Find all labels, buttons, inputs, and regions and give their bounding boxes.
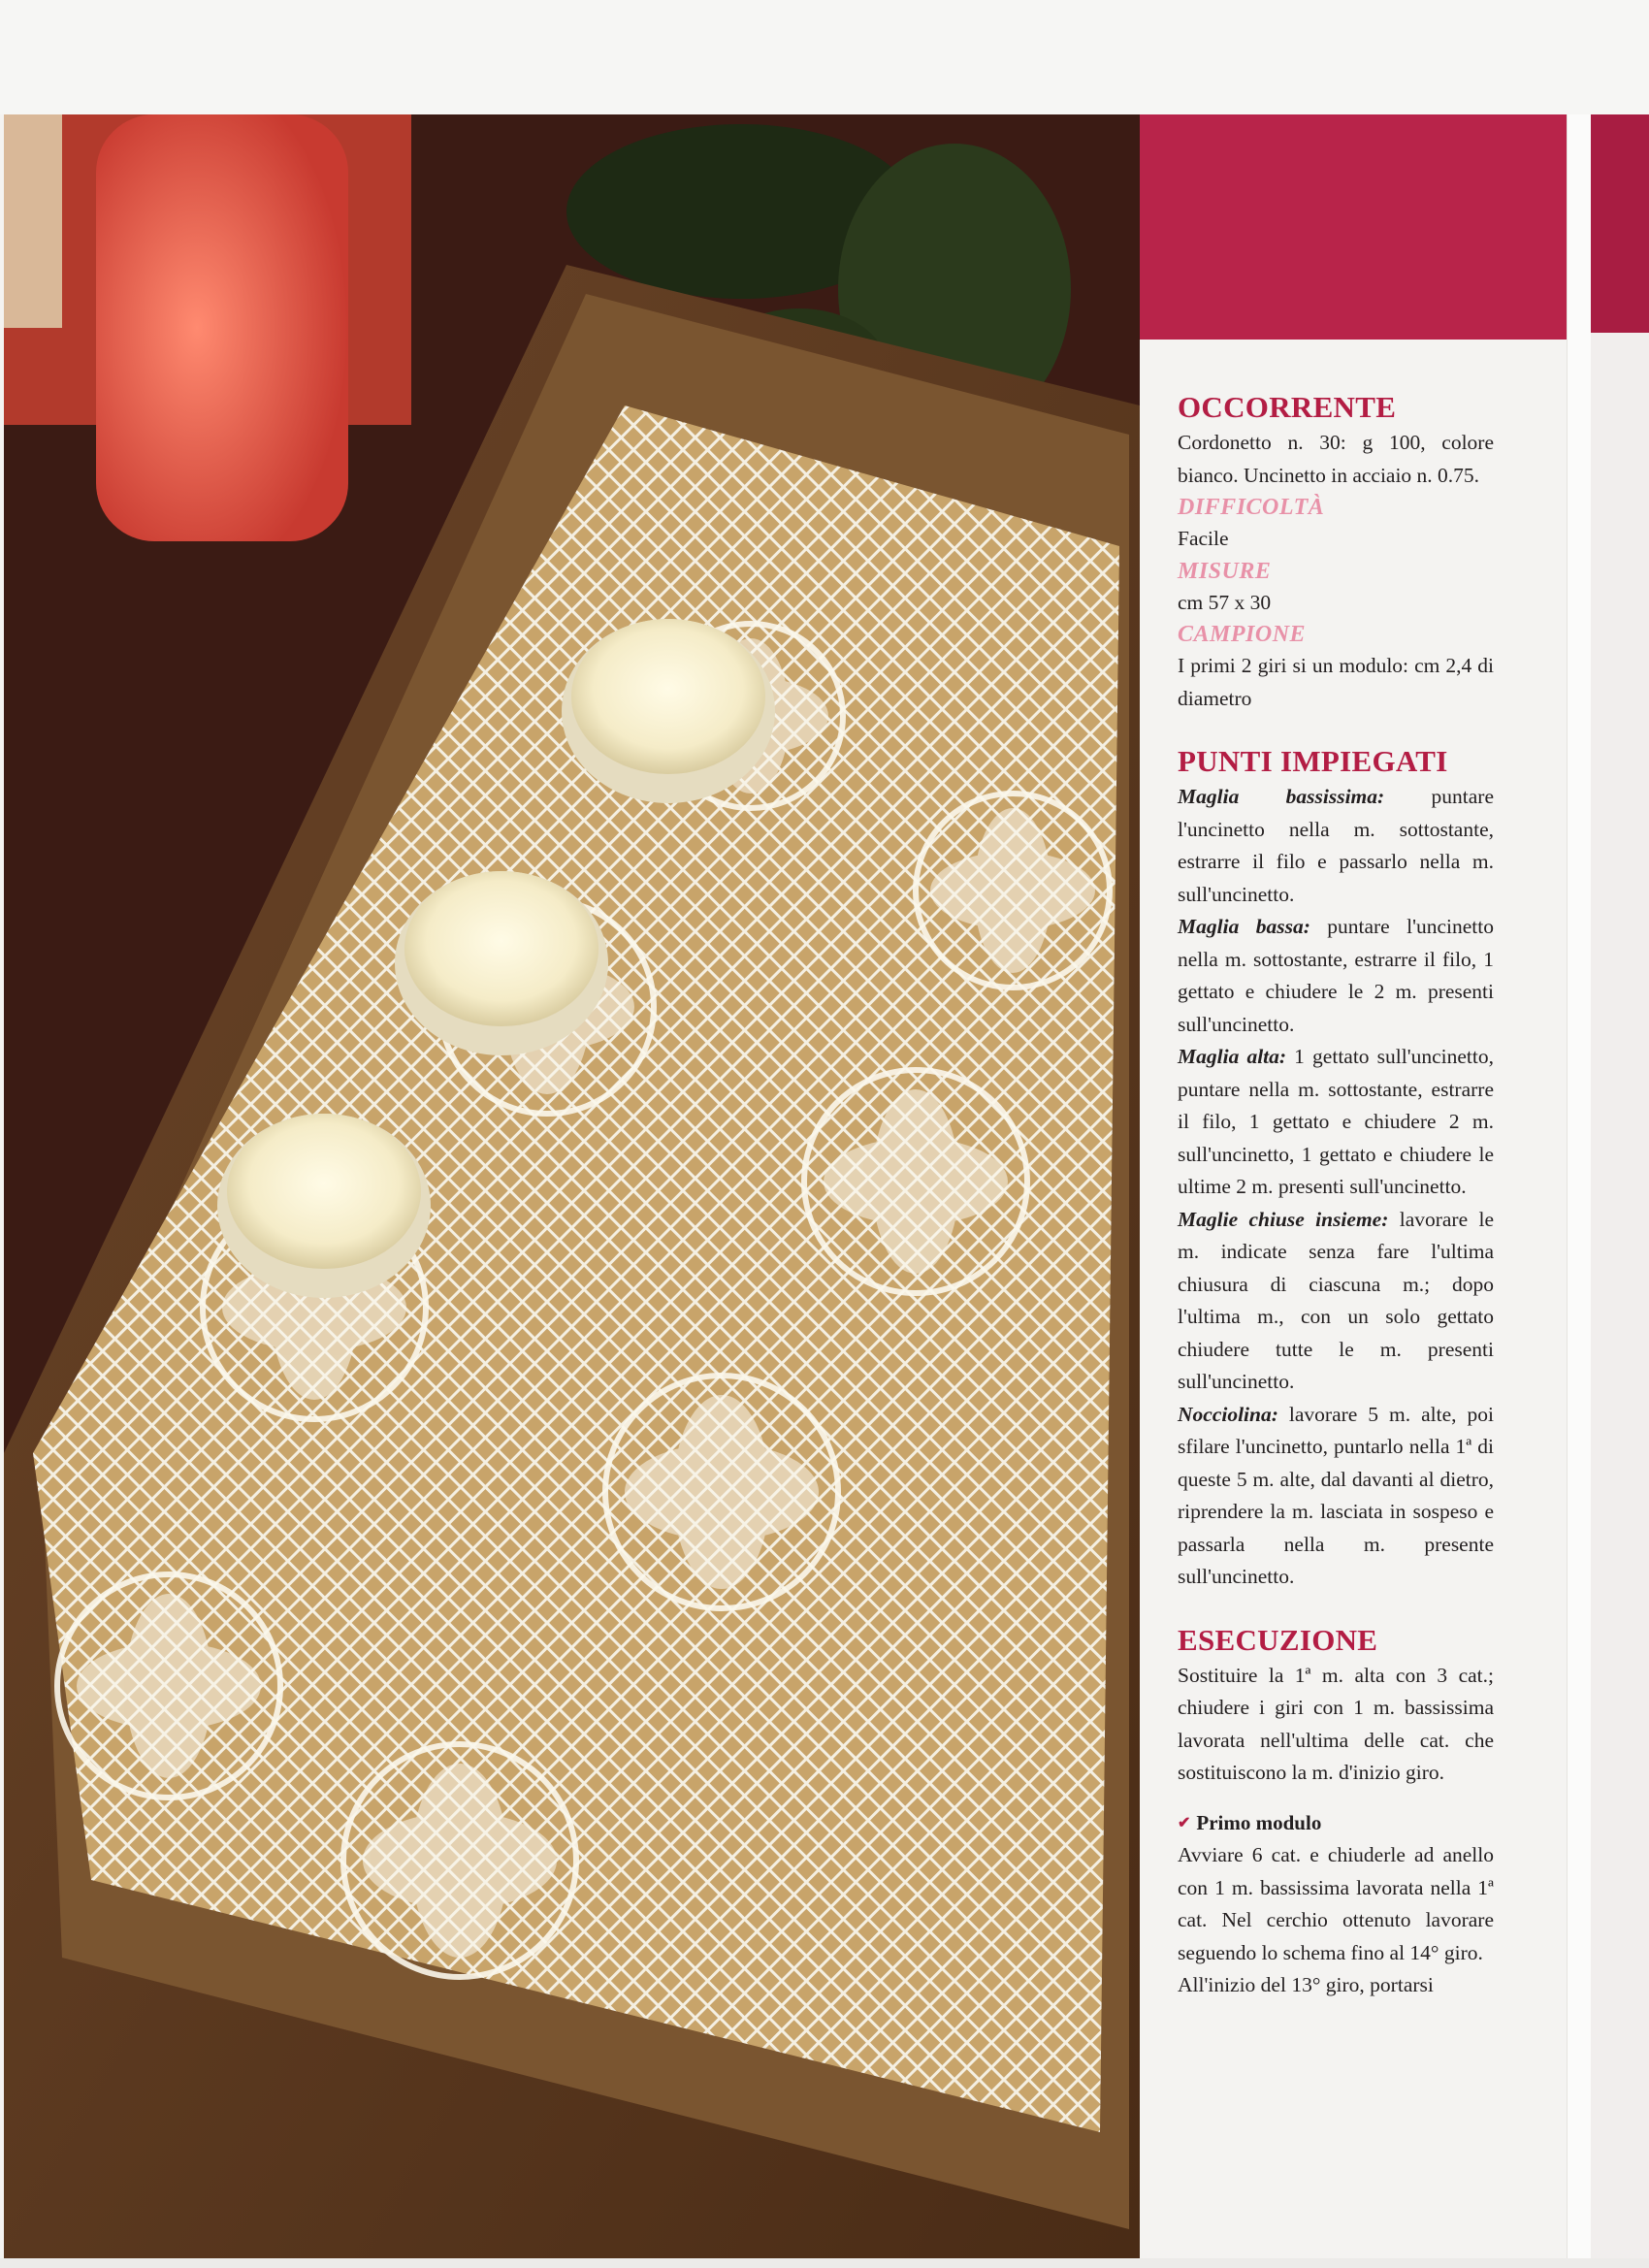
- primo-modulo-text-2: All'inizio del 13° giro, portarsi: [1178, 1973, 1434, 1996]
- punto-desc: 1 gettato sull'uncinetto, puntare nella m. sottostante, estrarre il filo, 1 gettato e chiudere 2 m. sull'uncinetto, 1 gettato e chiudere le ultime 2 m. presenti sull'uncinetto.: [1178, 1045, 1494, 1198]
- campione-heading: CAMPIONE: [1178, 622, 1307, 647]
- punti-heading: PUNTI IMPIEGATI: [1178, 744, 1448, 778]
- punto-desc: puntare l'uncinetto nella m. sottostante, estrarre il filo e passarlo nella m. sull'uncinetto.: [1178, 785, 1494, 906]
- esecuzione-text: Sostituire la 1ª m. alta con 3 cat.; chiudere i giri con 1 m. bassissima lavorata nell'ultima delle cat. che sostituiscono la m. d'inizio giro.: [1178, 1663, 1494, 1784]
- occorrente-text: Cordonetto n. 30: g 100, colore bianco. Uncinetto in acciaio n. 0.75.: [1178, 431, 1494, 487]
- photo-icon: [4, 114, 1140, 2263]
- occorrente-heading: OCCORRENTE: [1178, 390, 1397, 424]
- punto-item: [1178, 1041, 1494, 1204]
- punto-item: [1178, 781, 1494, 911]
- difficolta-text: Facile: [1178, 527, 1229, 550]
- punto-item: [1178, 1204, 1494, 1399]
- page-top-margin: [0, 0, 1649, 114]
- primo-modulo-text: Avviare 6 cat. e chiuderle ad anello con 1 m. bassissima lavorata nella 1ª cat. Nel cerchio ottenuto lavorare seguendo lo schema fino al 14° giro.: [1178, 1843, 1494, 1964]
- primo-modulo-title: Primo modulo: [1196, 1810, 1322, 1834]
- primo-modulo-heading: [1178, 1807, 1494, 1840]
- page-bottom-margin: [0, 2258, 1649, 2268]
- misure-text: cm 57 x 30: [1178, 590, 1272, 614]
- punto-item: [1178, 911, 1494, 1041]
- page-edge-strip: [1567, 114, 1592, 2263]
- punto-term: Nocciolina:: [1178, 1402, 1278, 1426]
- punto-desc: lavorare le m. indicate senza fare l'ultima chiusura di ciascuna m.; dopo l'ultima m., con un solo gettato chiudere tutte le m. presenti sull'uncinetto.: [1178, 1207, 1494, 1393]
- punto-term: Maglia bassissima:: [1178, 785, 1385, 808]
- punto-desc: lavorare 5 m. alte, poi sfilare l'uncinetto, puntarlo nella 1ª di queste 5 m. alte, dal davanti al dietro, riprendere la m. lasciata in sospeso e passarla nella m. presente sull'uncinetto.: [1178, 1402, 1494, 1588]
- next-page-band: [1591, 114, 1649, 333]
- punto-item: [1178, 1399, 1494, 1594]
- esecuzione-heading: ESECUZIONE: [1178, 1622, 1378, 1657]
- misure-heading: MISURE: [1178, 558, 1272, 584]
- next-page-edge: [1591, 114, 1649, 2263]
- header-color-band: [1140, 114, 1567, 340]
- punto-term: Maglia bassa:: [1178, 915, 1310, 938]
- checkmark-icon: ✔: [1178, 1814, 1191, 1831]
- punto-term: Maglia alta:: [1178, 1045, 1287, 1068]
- punto-term: Maglie chiuse insieme:: [1178, 1207, 1389, 1231]
- punto-desc: puntare l'uncinetto nella m. sottostante, estrarre il filo, 1 gettato e chiudere le 2 m. presenti sull'uncinetto.: [1178, 915, 1494, 1036]
- campione-text: I primi 2 giri si un modulo: cm 2,4 di diametro: [1178, 654, 1494, 710]
- tray-doily-photo: [4, 114, 1140, 2263]
- difficolta-heading: DIFFICOLTÀ: [1178, 495, 1325, 520]
- instructions-column: [1178, 388, 1494, 2002]
